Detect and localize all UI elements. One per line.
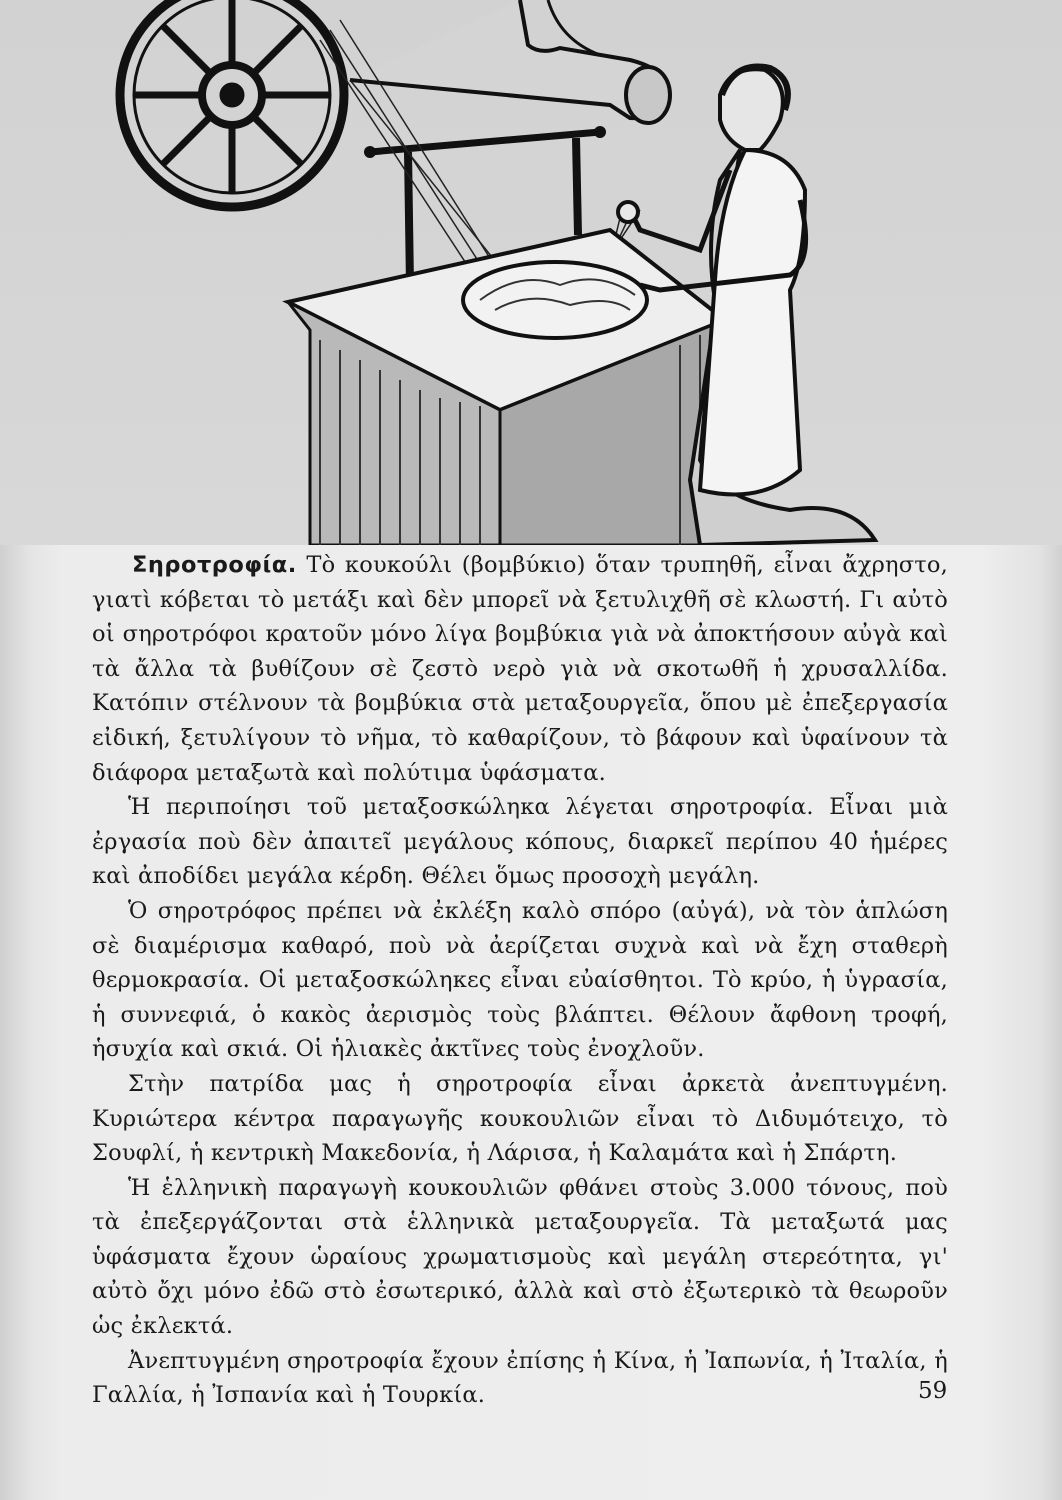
section-heading: Σηροτροφία. (132, 552, 297, 578)
paragraph (92, 548, 948, 790)
paragraph: Στὴν πατρίδα μας ἡ σηροτροφία εἶναι ἀρκετὰ ἀνεπτυγμένη. Κυριώτερα κέντρα παραγωγῆς κουκουλιῶν εἶναι τὸ Διδυμότειχο, τὸ Σουφλί, ἡ κεντρικὴ Μακεδονία, ἡ Λάρισα, ἡ Καλαμάτα καὶ ἡ Σπάρτη. (92, 1070, 948, 1167)
paragraph: Ὁ σηροτρόφος πρέπει νὰ ἐκλέξη καλὸ σπόρο (αὐγά), νὰ τὸν ἁπλώση σὲ διαμέρισμα καθαρό, ποὺ νὰ ἀερίζεται συχνὰ καὶ νὰ ἔχη σταθερὴ θερμοκρασία. Οἱ μεταξοσκώληκες εἶναι εὐαίσθητοι. Τὸ κρύο, ἡ ὑγρασία, ἡ συννεφιά, ὁ κακὸς ἀερισμὸς τοὺς βλάπτει. Θέλουν ἄφθονη τροφή, ἡσυχία καὶ σκιά. Οἱ ἡλιακὲς ἀκτῖνες τοὺς ἐνοχλοῦν. (92, 897, 948, 1063)
paragraph: Ἡ ἑλληνικὴ παραγωγὴ κουκουλιῶν φθάνει στοὺς 3.000 τόνους, ποὺ τὰ ἐπεξεργάζονται στὰ ἑλληνικὰ μεταξουργεῖα. Τὰ μεταξωτά μας ὑφάσματα ἔχουν ὡραίους χρωματισμοὺς καὶ μεγάλη στερεότητα, γι' αὐτὸ ὄχι μόνο ἐδῶ στὸ ἐσωτερικό, ἀλλὰ καὶ στὸ ἐξωτερικὸ τὰ θεωροῦν ὡς ἐκλεκτά. (92, 1174, 948, 1340)
paragraph-text: Τὸ κουκούλι (βομβύκιο) ὅταν τρυπηθῆ, εἶναι ἄχρηστο, γιατὶ κόβεται τὸ μετάξι καὶ δὲν μπορεῖ νὰ ξετυλιχθῆ σὲ κλωστή. Γι αὐτὸ οἱ σηροτρόφοι κρατοῦν μόνο λίγα βομβύκια γιὰ νὰ ἀποκτήσουν αὐγὰ καὶ τὰ ἄλλα τὰ βυθίζουν σὲ ζεστὸ νερὸ γιὰ νὰ σκοτωθῆ ἡ χρυσαλλίδα. Κατόπιν στέλνουν τὰ βομβύκια στὰ μεταξουργεῖα, ὅπου μὲ ἐπεξεργασία εἰδική, ξετυλίγουν τὸ νῆμα, τὸ καθαρίζουν, τὸ βάφουν καὶ ὑφαίνουν τὰ διάφορα μεταξωτὰ καὶ πολύτιμα ὑφάσματα. (92, 552, 948, 786)
illustration-area (0, 0, 1062, 545)
paragraph: Ἀνεπτυγμένη σηροτροφία ἔχουν ἐπίσης ἡ Κίνα, ἡ Ἰαπωνία, ἡ Ἰταλία, ἡ Γαλλία, ἡ Ἰσπανία καὶ ἡ Τουρκία. (92, 1347, 948, 1409)
paragraph: Ἡ περιποίησι τοῦ μεταξοσκώληκα λέγεται σηροτροφία. Εἶναι μιὰ ἐργασία ποὺ δὲν ἀπαιτεῖ μεγάλους κόπους, διαρκεῖ περίπου 40 ἡμέρες καὶ ἀποδίδει μεγάλα κέρδη. Θέλει ὅμως προσοχὴ μεγάλη. (92, 794, 948, 890)
page-number: 59 (918, 1378, 948, 1404)
silk-reeling-illustration-icon (0, 0, 1062, 545)
body-text (92, 548, 948, 1413)
